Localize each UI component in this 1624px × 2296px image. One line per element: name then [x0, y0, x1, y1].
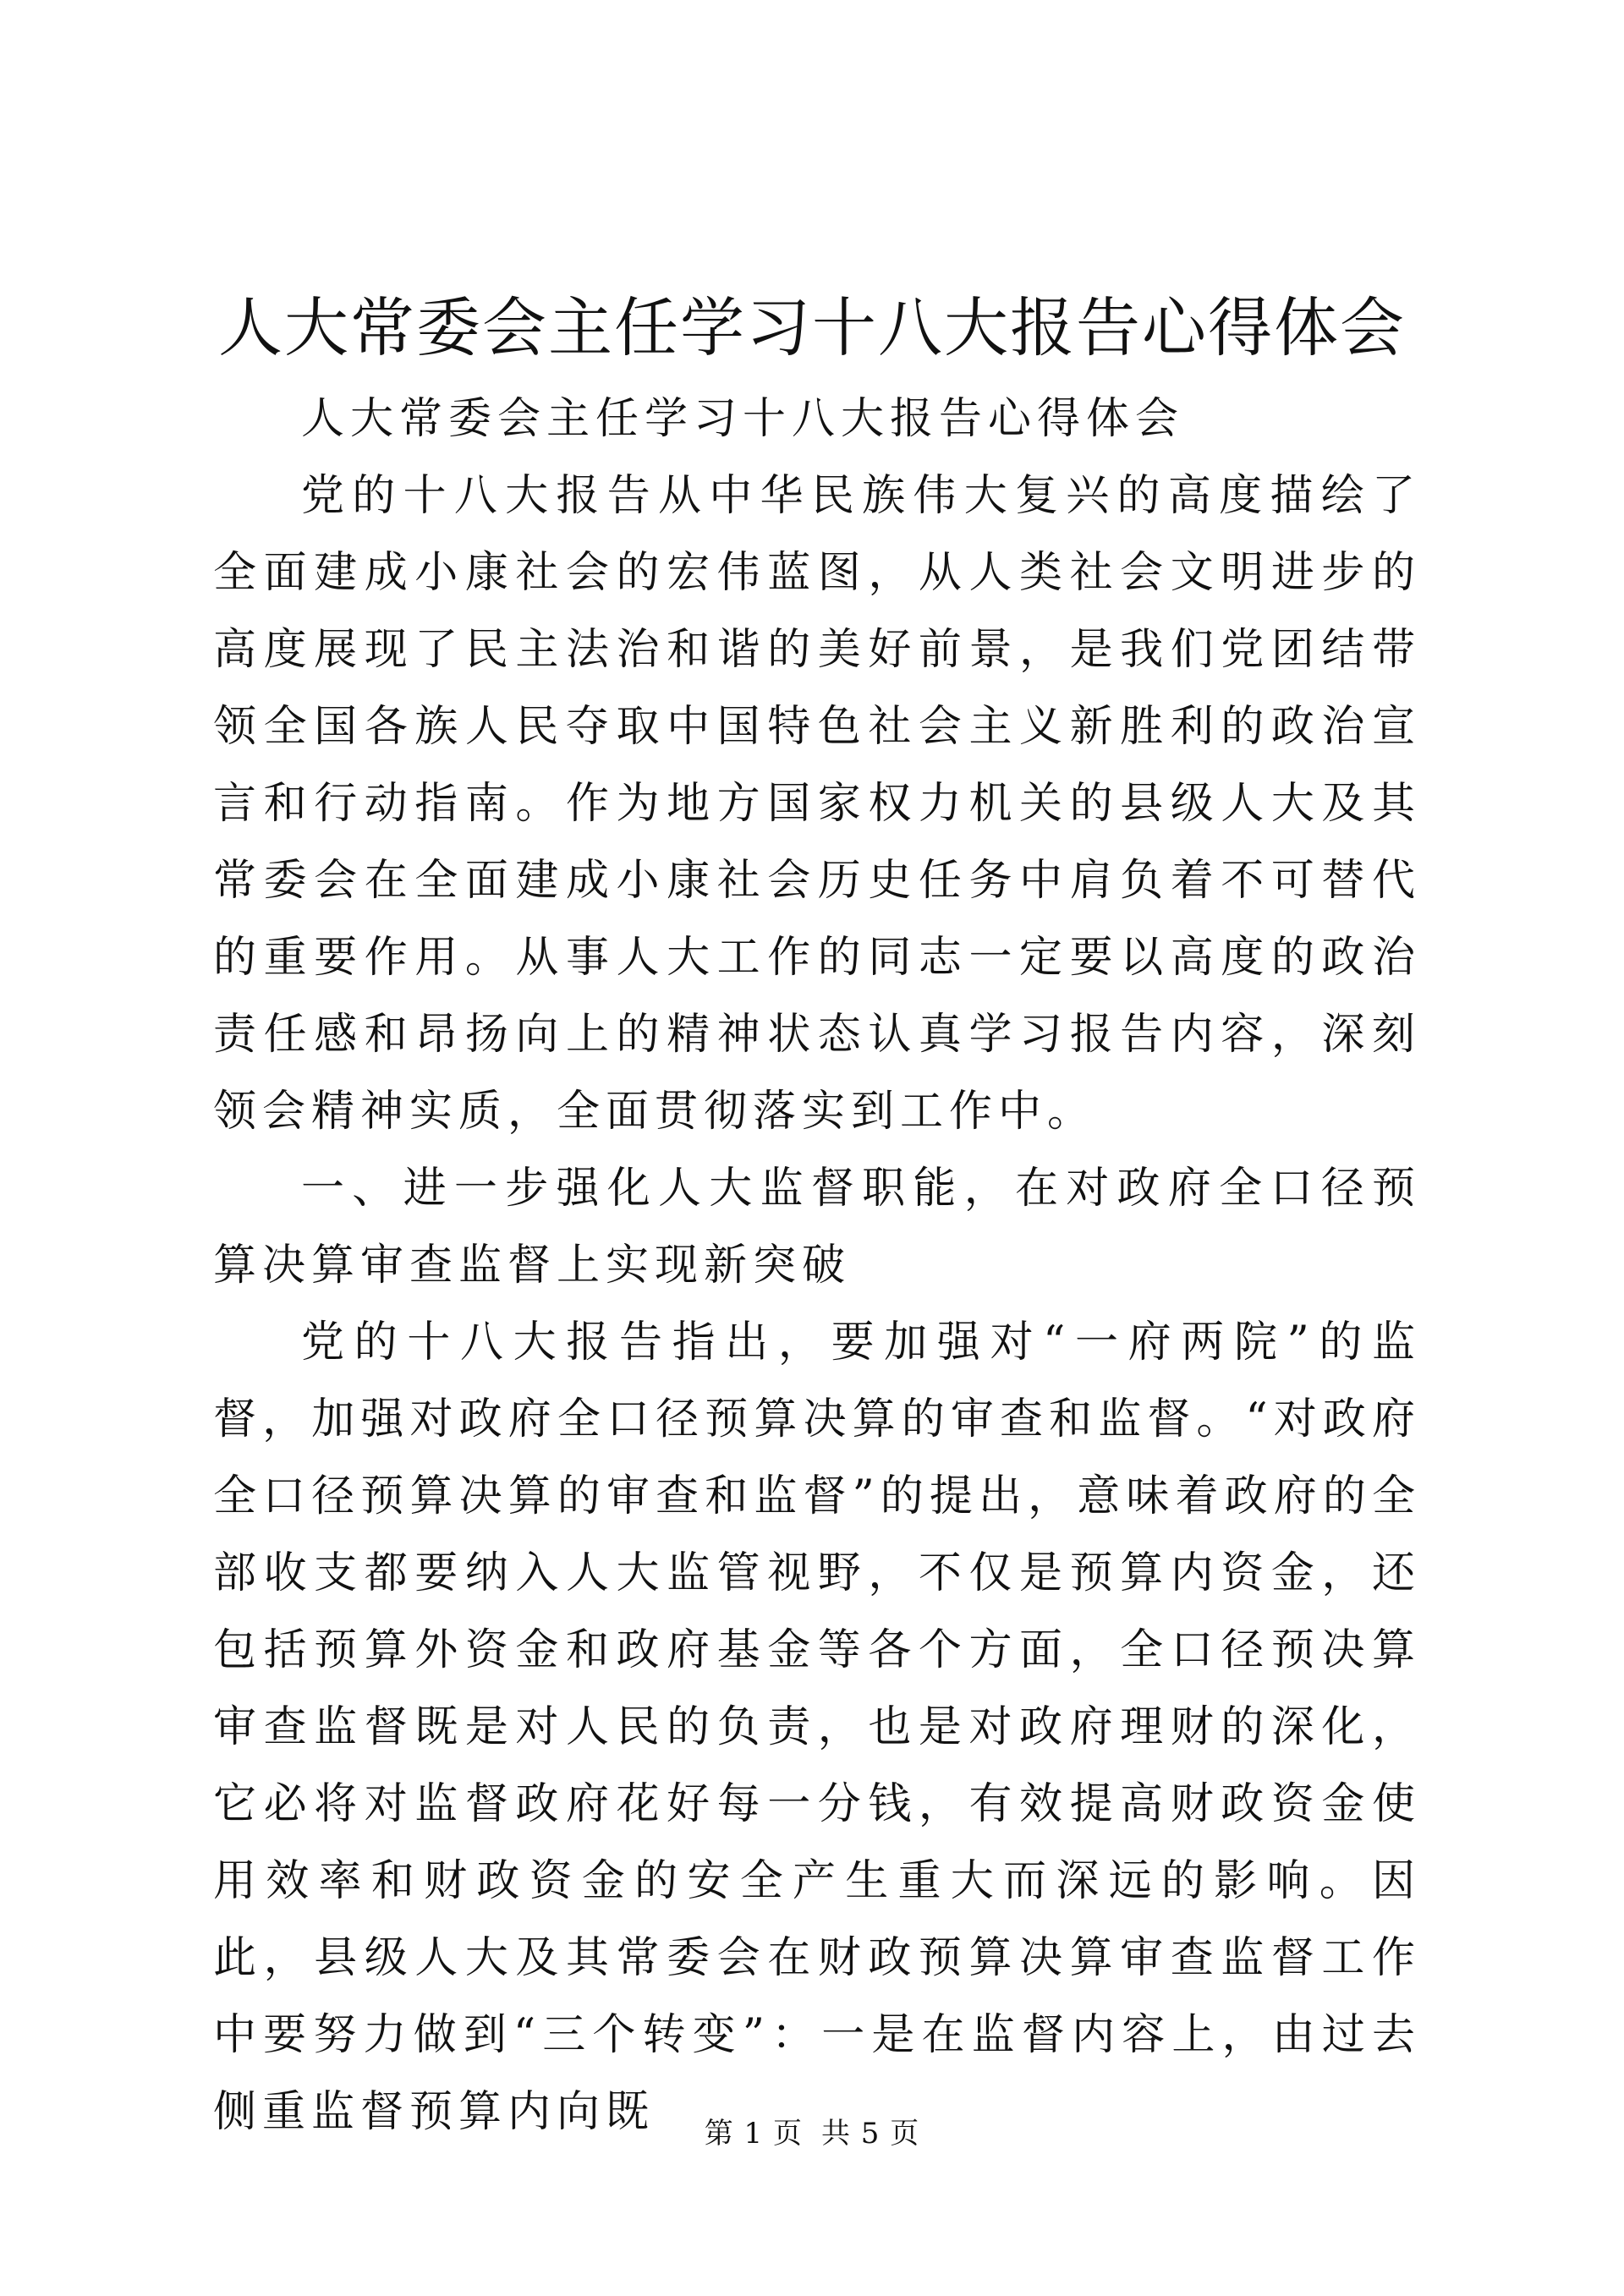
- page-footer: [0, 2112, 1624, 2155]
- body-paragraph: 党的十八大报告从中华民族伟大复兴的高度描绘了全面建成小康社会的宏伟蓝图，从人类社会文明进步的高度展现了民主法治和谐的美好前景，是我们党团结带领全国各族人民夺取中国特色社会主义新胜利的政治宣言和行动指南。作为地方国家权力机关的县级人大及其常委会在全面建成小康社会历史任务中肩负着不可替代的重要作用。从事人大工作的同志一定要以高度的政治责任感和昂扬向上的精神状态认真学习报告内容，深刻领会精神实质，全面贯彻落实到工作中。: [213, 471, 1421, 1137]
- document-body: [213, 381, 1421, 2151]
- page-number: 第 1 页: [704, 2117, 803, 2151]
- section-heading-paragraph: 一、进一步强化人大监督职能，在对政府全口径预算决算审查监督上实现新突破: [213, 1164, 1421, 1290]
- document-title: 人大常委会主任学习十八大报告心得体会: [218, 290, 1406, 365]
- body-paragraph: 党的十八大报告指出，要加强对“一府两院”的监督，加强对政府全口径预算决算的审查和监督。“对政府全口径预算决算的审查和监督”的提出，意味着政府的全部收支都要纳入人大监管视野，不仅是预算内资金，还包括预算外资金和政府基金等各个方面，全口径预决算审查监督既是对人民的负责，也是对政府理财的深化，它必将对监督政府花好每一分钱，有效提高财政资金使用效率和财政资金的安全产生重大而深远的影响。因此，县级人大及其常委会在财政预算决算审查监督工作中要努力做到“三个转变”：一是在监督内容上，由过去侧重监督预算内向既: [213, 1318, 1421, 2137]
- page-total: 共 5 页: [821, 2117, 920, 2151]
- subtitle-paragraph: 人大常委会主任学习十八大报告心得体会: [301, 394, 1185, 444]
